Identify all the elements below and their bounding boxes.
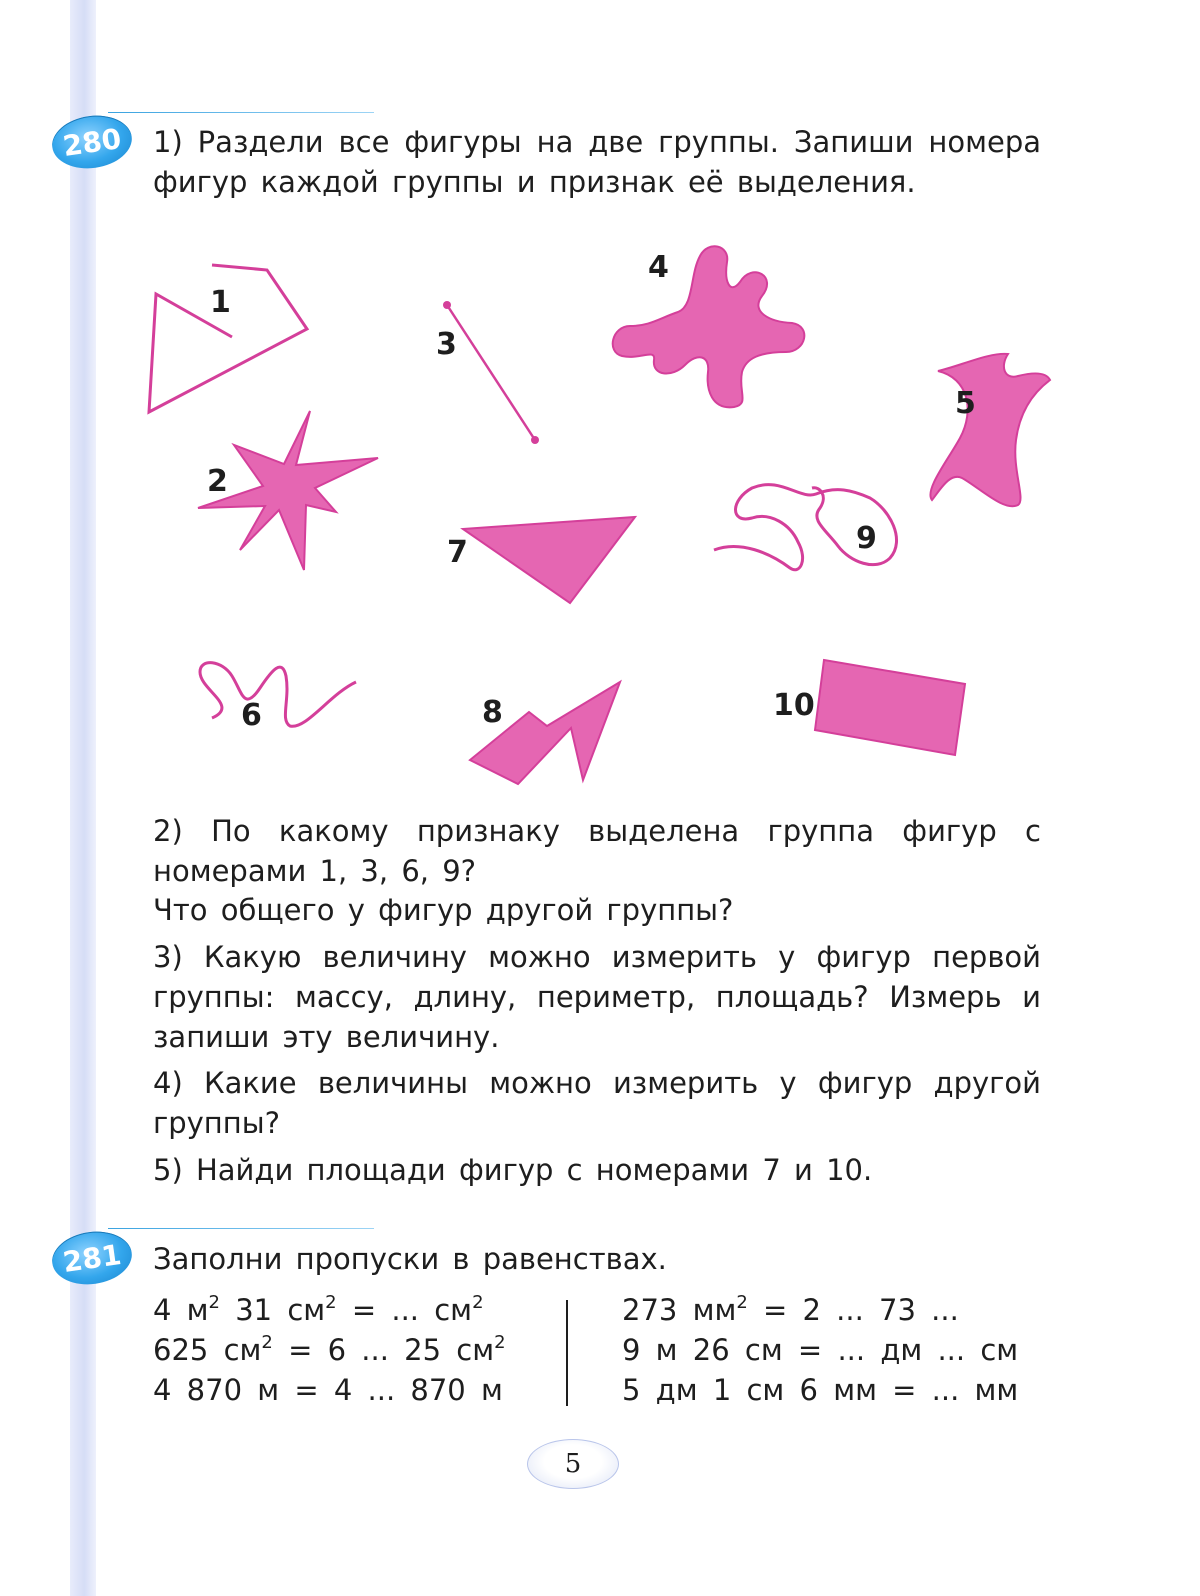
figure-3-label: 3 (436, 327, 457, 362)
equation-left-1-part-c: = ... см (336, 1293, 473, 1327)
equation-right-1-part-b: = 2 ... 73 ... (747, 1293, 959, 1327)
figure-3-endpoint-b (531, 436, 539, 444)
figure-7-triangle (463, 517, 635, 603)
equation-left-1 (153, 1290, 506, 1330)
equations-divider (566, 1300, 568, 1406)
figure-5-blob (930, 354, 1050, 506)
equation-right-1 (622, 1290, 1018, 1330)
equation-left-3: 4 870 м = 4 ... 870 м (153, 1373, 503, 1407)
figure-8-label: 8 (482, 695, 503, 730)
figure-10-rectangle (815, 660, 965, 755)
figure-6-curve (200, 663, 356, 727)
task-281-instruction: Заполни пропуски в равенствах. (153, 1242, 667, 1276)
figure-5-label: 5 (955, 386, 976, 421)
equations-left-column (153, 1290, 506, 1410)
task-280-question-1: 1) Раздели все фигуры на две группы. Запиши номера фигур каждой группы и признак её выделения. (153, 125, 1041, 199)
figure-2-label: 2 (207, 464, 228, 499)
equation-left-1-part-a: 4 м (153, 1293, 209, 1327)
figure-4-blob (613, 246, 805, 407)
superscript: 2 (736, 1292, 748, 1313)
superscript: 2 (208, 1292, 220, 1313)
figure-4-label: 4 (648, 250, 669, 285)
equation-left-2-part-a: 625 см (153, 1333, 262, 1367)
equation-left-2 (153, 1330, 506, 1370)
task-280-question-4: 4) Какие величины можно измерить у фигур другой группы? (153, 1066, 1041, 1140)
equation-left-1-part-b: 31 см (220, 1293, 326, 1327)
figure-3-segment (447, 305, 535, 440)
equation-right-1-part-a: 273 мм (622, 1293, 737, 1327)
page-number: 5 (527, 1439, 619, 1489)
figure-1-label: 1 (210, 285, 231, 320)
figure-3-endpoint-a (443, 301, 451, 309)
superscript: 2 (261, 1332, 273, 1353)
task-280-question-5: 5) Найди площади фигур с номерами 7 и 10. (153, 1153, 873, 1187)
task-281-rule (108, 1228, 374, 1229)
superscript: 2 (325, 1292, 337, 1313)
figure-9-label: 9 (856, 521, 877, 556)
figure-6-label: 6 (241, 698, 262, 733)
figure-7-label: 7 (447, 535, 468, 570)
equations-right-column (622, 1290, 1018, 1410)
task-280-question-3: 3) Какую величину можно измерить у фигур первой группы: массу, длину, периметр, площадь? Измерь и запиши эту величину. (153, 940, 1041, 1054)
figure-10-label: 10 (773, 688, 815, 723)
equation-right-2: 9 м 26 см = ... дм ... см (622, 1333, 1019, 1367)
superscript: 2 (472, 1292, 484, 1313)
task-280-question-2: 2) По какому признаку выделена группа фигур с номерами 1, 3, 6, 9? (153, 814, 1041, 888)
task-281-badge: 281 (49, 1227, 135, 1290)
superscript: 2 (494, 1332, 506, 1353)
equation-left-2-part-b: = 6 ... 25 см (272, 1333, 495, 1367)
task-280-badge: 280 (49, 111, 135, 174)
task-280-question-2b: Что общего у фигур другой группы? (153, 893, 734, 927)
equation-right-3: 5 дм 1 см 6 мм = ... мм (622, 1373, 1019, 1407)
